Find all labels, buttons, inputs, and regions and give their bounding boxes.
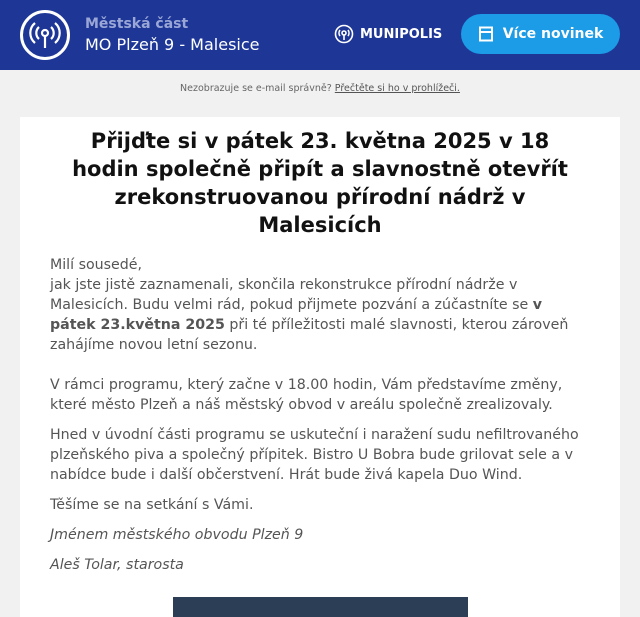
cta-button[interactable]	[173, 597, 468, 617]
article-body	[20, 239, 620, 575]
munipolis-icon	[334, 24, 354, 44]
more-news-button[interactable]	[461, 14, 620, 54]
newspaper-icon	[478, 26, 494, 42]
brand-name: MUNIPOLIS	[360, 26, 443, 42]
article-card	[20, 117, 620, 617]
signature-org: Jménem městského obvodu Plzeň 9	[50, 527, 304, 543]
view-in-browser-notice	[0, 83, 640, 94]
munipolis-logo[interactable]	[334, 24, 442, 44]
view-in-browser-link[interactable]: Přečtěte si ho v prohlížeči.	[334, 83, 460, 94]
article-title: Přijďte si v pátek 23. května 2025 v 18 hodin společně připít a slavnostně otevřít zrekonstruovanou přírodní nádrž v Malesicích	[72, 129, 568, 237]
greeting: Milí sousedé,	[50, 257, 143, 273]
broadcast-icon	[20, 10, 70, 60]
notice-text: Nezobrazuje se e-mail správně?	[180, 83, 332, 94]
event-date: v pátek 23.května 2025	[50, 297, 543, 333]
more-news-label: Více novinek	[502, 26, 604, 42]
paragraph-2: V rámci programu, který začne v 18.00 hodin, Vám představíme změny, které město Plzeň a náš městský obvod v areálu společně zrealizovaly.	[50, 377, 563, 413]
org-name: MO Plzeň 9 - Malesice	[85, 35, 260, 54]
paragraph-1-end: při té příležitosti malé slavnosti, kterou zároveň zahájíme novou letní sezonu.	[50, 317, 569, 353]
org-type: Městská část	[85, 16, 189, 32]
signature-name: Aleš Tolar, starosta	[50, 557, 184, 573]
paragraph-4: Těšíme se na setkání s Vámi.	[50, 497, 254, 513]
header	[0, 0, 640, 70]
paragraph-3: Hned v úvodní části programu se uskuteční i naražení sudu nefiltrovaného plzeňského piva a společný přípitek. Bistro U Bobra bude grilovat sele a v nabídce bude i další občerstvení. Hrát bude živá kapela Duo Wind.	[50, 427, 579, 483]
paragraph-1-text: jak jste jistě zaznamenali, skončila rekonstrukce přírodní nádrže v Malesicích. Budu velmi rád, pokud přijmete pozvání a zúčastníte se	[50, 277, 533, 313]
